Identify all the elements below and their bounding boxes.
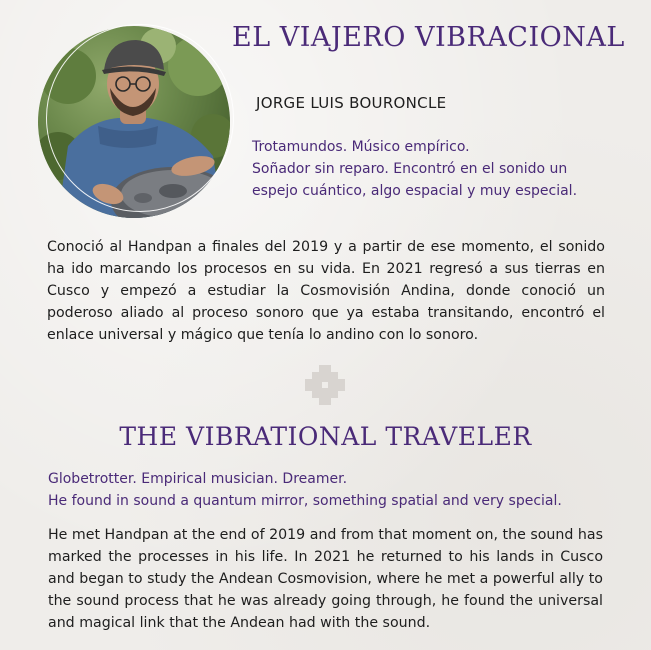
- artist-name: JORGE LUIS BOURONCLE: [256, 94, 447, 112]
- tagline-spanish-line: Soñador sin reparo. Encontró en el sonido un: [252, 161, 568, 177]
- tagline-english-line: He found in sound a quantum mirror, something spatial and very special.: [48, 493, 562, 509]
- tagline-spanish: [252, 136, 632, 202]
- tagline-spanish-line: Trotamundos. Músico empírico.: [252, 139, 470, 155]
- portrait: [38, 26, 230, 218]
- tagline-spanish-line: espejo cuántico, algo espacial y muy especial.: [252, 183, 578, 199]
- tagline-english-line: Globetrotter. Empirical musician. Dreamer.: [48, 471, 348, 487]
- chakana-cross-icon: [303, 363, 347, 407]
- tagline-english: [48, 468, 628, 512]
- bio-spanish: Conoció al Handpan a finales del 2019 y a partir de ese momento, el sonido ha ido marcando los procesos en su vida. En 2021 regresó a sus tierras en Cusco y empezó a estudiar la Cosmovisión Andina, donde conoció un poderoso aliado al proceso sonoro que ya estaba transitando, encontró el enlace universal y mágico que tenía lo andino con lo sonoro.: [47, 239, 605, 343]
- page-title-spanish: EL VIAJERO VIBRACIONAL: [232, 22, 625, 53]
- chakana-cross-svg: [303, 363, 347, 407]
- portrait-ring: [46, 24, 234, 212]
- page-title-english: THE VIBRATIONAL TRAVELER: [119, 422, 532, 451]
- bio-english: He met Handpan at the end of 2019 and from that moment on, the sound has marked the processes in his life. In 2021 he returned to his lands in Cusco and began to study the Andean Cosmovision, where he met a powerful ally to the sound process that he was already going through, he found the universal and magical link that the Andean had with the sound.: [48, 527, 603, 631]
